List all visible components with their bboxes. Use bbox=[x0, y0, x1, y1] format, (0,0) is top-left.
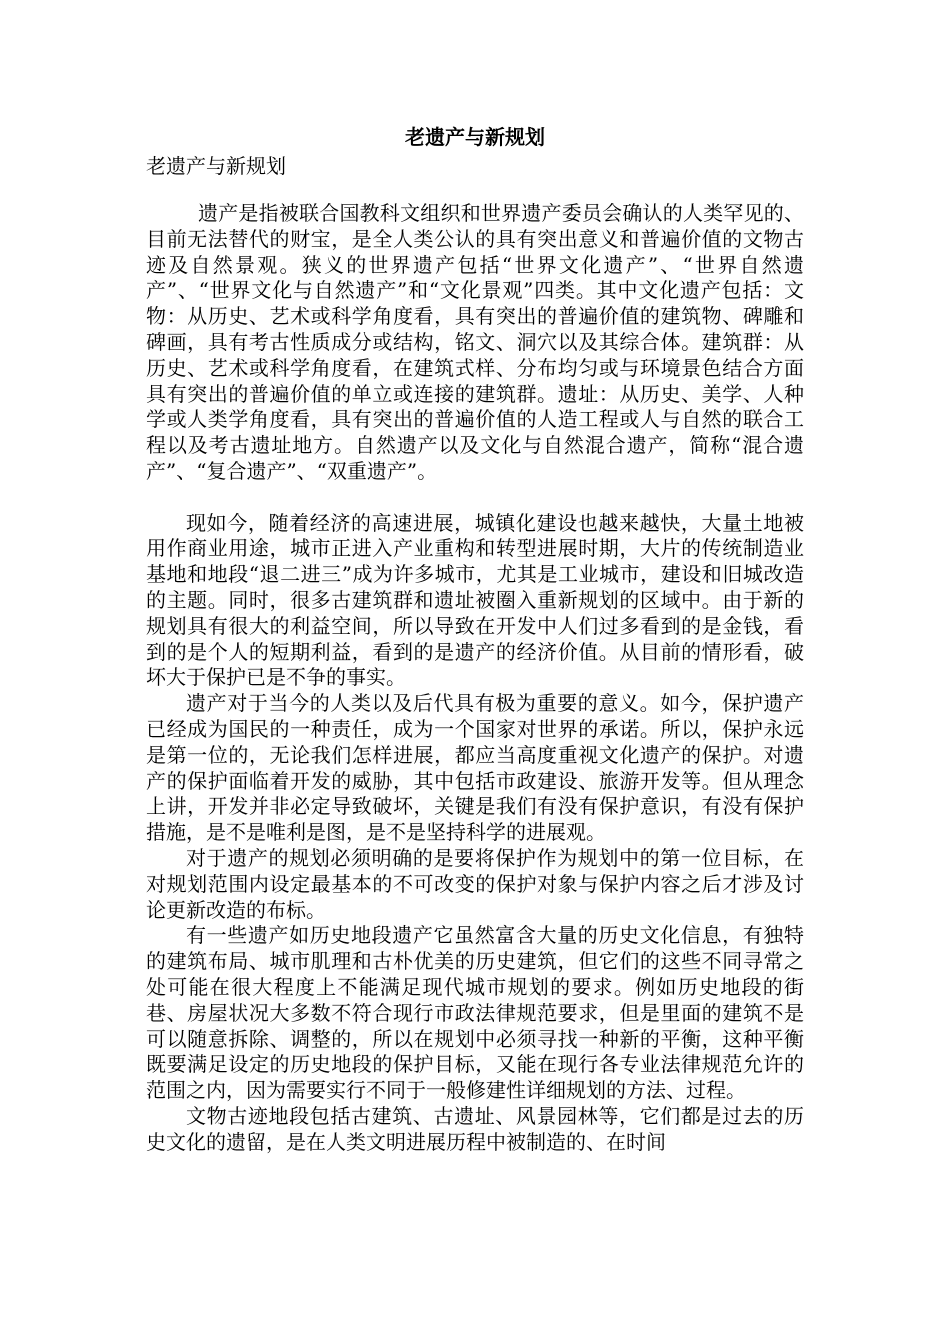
paragraph-cultural-relics: 文物古迹地段包括古建筑、古遗址、风景园林等，它们都是过去的历史文化的遗留，是在人类文明进展历程中被制造的、在时间 bbox=[146, 1103, 804, 1154]
paragraph-urbanization: 现如今，随着经济的高速进展，城镇化建设也越来越快，大量土地被用作商业用途，城市正进入产业重构和转型进展时期，大片的传统制造业基地和地段“退二进三”成为许多城市，尤其是工业城市，建设和旧城改造的主题。同时，很多古建筑群和遗址被圈入重新规划的区域中。由于新的规划具有很大的利益空间，所以导致在开发中人们过多看到的是金钱，看到的是个人的短期利益，看到的是遗产的经济价值。从目前的情形看，破坏大于保护已是不争的事实。 bbox=[146, 510, 804, 690]
paragraph-heritage-definition: 遗产是指被联合国教科文组织和世界遗产委员会确认的人类罕见的、目前无法替代的财宝，是全人类公认的具有突出意义和普遍价值的文物古迹及自然景观。狭义的世界遗产包括“世界文化遗产”、“世界自然遗产”、“世界文化与自然遗产”和“文化景观”四类。其中文化遗产包括：文物：从历史、艺术或科学角度看，具有突出的普遍价值的建筑物、碑雕和碑画，具有考古性质成分或结构，铭文、洞穴以及其综合体。建筑群：从历史、艺术或科学角度看，在建筑式样、分布均匀或与环境景色结合方面具有突出的普遍价值的单立或连接的建筑群。遗址：从历史、美学、人种学或人类学角度看，具有突出的普遍价值的人造工程或人与自然的联合工程以及考古遗址地方。自然遗产以及文化与自然混合遗产，简称“混合遗产”、“复合遗产”、“双重遗产”。 bbox=[146, 201, 804, 483]
document-body bbox=[146, 201, 804, 1155]
document-subtitle: 老遗产与新规划 bbox=[146, 154, 286, 178]
paragraph-heritage-importance: 遗产对于当今的人类以及后代具有极为重要的意义。如今，保护遗产已经成为国民的一种责任，成为一个国家对世界的承诺。所以，保护永远是第一位的，无论我们怎样进展，都应当高度重视文化遗产的保护。对遗产的保护面临着开发的威胁，其中包括市政建设、旅游开发等。但从理念上讲，开发并非必定导致破坏，关键是我们有没有保护意识，有没有保护措施，是不是唯利是图，是不是坚持科学的进展观。 bbox=[146, 691, 804, 845]
document-title: 老遗产与新规划 bbox=[405, 125, 545, 149]
paragraph-historic-district: 有一些遗产如历史地段遗产它虽然富含大量的历史文化信息，有独特的建筑布局、城市肌理和古朴优美的历史建筑，但它们的这些不同寻常之处可能在很大程度上不能满足现代城市规划的要求。例如历史地段的街巷、房屋状况大多数不符合现行市政法律规范要求，但是里面的建筑不是可以随意拆除、调整的，所以在规划中必须寻找一种新的平衡，这种平衡既要满足设定的历史地段的保护目标，又能在现行各专业法律规范允许的范围之内，因为需要实行不同于一般修建性详细规划的方法、过程。 bbox=[146, 923, 804, 1103]
paragraph-planning-goal: 对于遗产的规划必须明确的是要将保护作为规划中的第一位目标，在对规划范围内设定最基本的不可改变的保护对象与保护内容之后才涉及讨论更新改造的布标。 bbox=[146, 845, 804, 922]
